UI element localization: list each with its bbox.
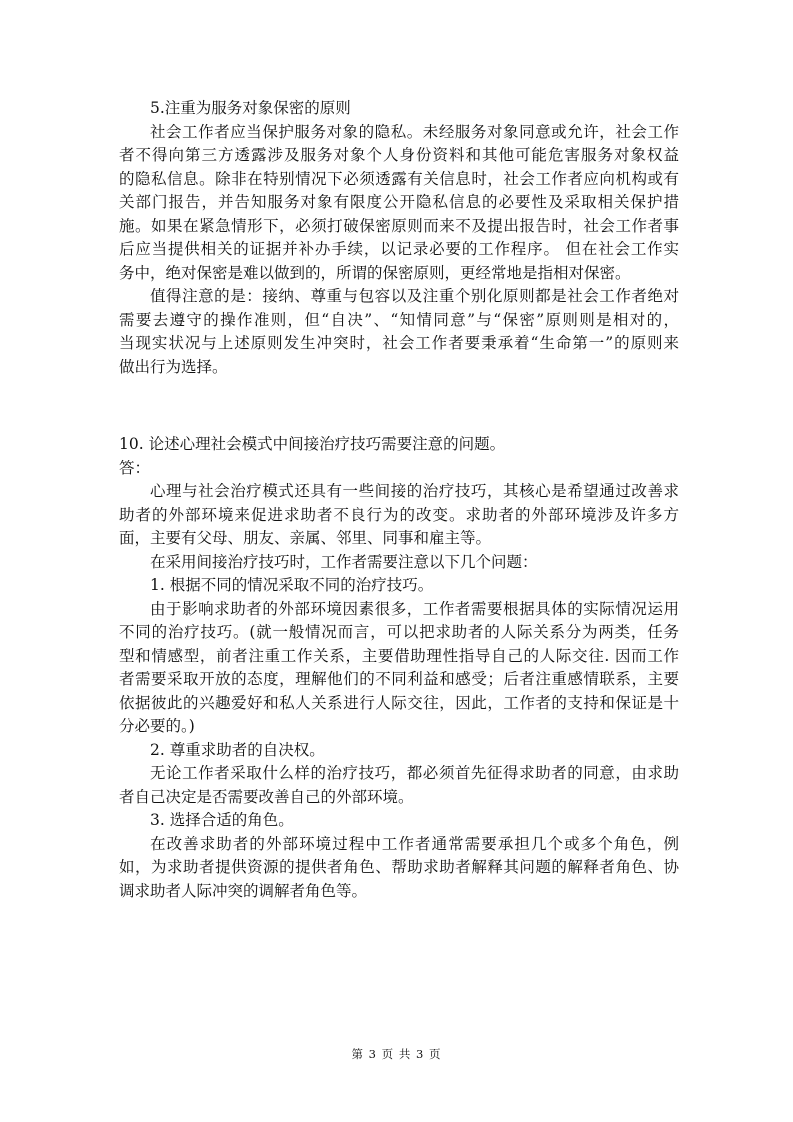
page-footer: 第 3 页 共 3 页: [351, 1047, 442, 1061]
paragraph-line: 务中，绝对保密是难以做到的，所谓的保密原则，更经常地是指相对保密。: [119, 263, 631, 282]
paragraph-line: 者需要采取开放的态度，理解他们的不同利益和感受；后者注重感情联系，主要: [119, 670, 679, 688]
paragraph-line: 后应当提供相关的证据并补办手续，以记录必要的工作程序。 但在社会工作实: [119, 240, 679, 258]
paragraph-line: 调求助者人际冲突的调解者角色等。: [119, 881, 368, 900]
paragraph-line: 在改善求助者的外部环境过程中工作者通常需要承担几个或多个角色，例: [150, 834, 679, 853]
answer-label: 答：: [119, 458, 151, 477]
point-1-body: [119, 598, 679, 739]
question-10-title: 10. 论述心理社会模式中间接治疗技巧需要注意的问题。: [119, 435, 506, 453]
paragraph-line: 分必要的。): [119, 717, 195, 735]
point-2-heading: 2. 尊重求助者的自决权。: [150, 740, 325, 759]
paragraph-line: 施。如果在紧急情形下，必须打破保密原则而来不及提出报告时，社会工作者事: [119, 216, 679, 235]
paragraph-line: 无论工作者采取什么样的治疗技巧，都必须首先征得求助者的同意，由求助: [150, 764, 679, 782]
document-body: [119, 97, 679, 903]
paragraph-line: 值得注意的是：接纳、尊重与包容以及注重个别化原则都是社会工作者绝对: [150, 287, 679, 305]
paragraph-line: 关部门报告，并告知服务对象有限度公开隐私信息的必要性及采取相关保护措: [119, 193, 679, 211]
paragraph-line: 做出行为选择。: [119, 357, 228, 376]
point-2-body: [119, 762, 679, 809]
paragraph-line: 需要去遵守的操作准则，但“自决”、“知情同意”与“保密”原则则是相对的，: [119, 310, 679, 329]
point-1-heading: 1. 根据不同的情况采取不同的治疗技巧。: [150, 576, 434, 594]
paragraph-line: 不同的治疗技巧。(就一般情况而言，可以把求助者的人际关系分为两类，任务: [119, 623, 679, 641]
answer-intro-paragraph: [119, 480, 679, 551]
paragraph-line: 心理与社会治疗模式还具有一些间接的治疗技巧，其核心是希望通过改善求: [150, 482, 679, 500]
paragraph-line: 助者的外部环境来促进求助者不良行为的改变。求助者的外部环境涉及许多方: [119, 505, 679, 524]
paragraph-line: 面，主要有父母、朋友、亲属、邻里、同事和雇主等。: [119, 529, 492, 547]
confidentiality-paragraph: [119, 121, 679, 286]
paragraph-line: 如，为求助者提供资源的提供者角色、帮助求助者解释其问题的解释者角色、协: [119, 858, 679, 876]
section-gap: [119, 379, 679, 433]
note-paragraph: [119, 285, 679, 379]
answer-lead: 在采用间接治疗技巧时，工作者需要注意以下几个问题：: [150, 552, 538, 571]
point-3-body: [119, 833, 679, 904]
paragraph-line: 者不得向第三方透露涉及服务对象个人身份资料和其他可能危害服务对象权益: [119, 146, 679, 164]
paragraph-line: 由于影响求助者的外部环境因素很多，工作者需要根据具体的实际情况运用: [150, 599, 679, 618]
point-3-heading: 3. 选择合适的角色。: [150, 811, 294, 829]
paragraph-line: 的隐私信息。除非在特别情况下必须透露有关信息时，社会工作者应向机构或有: [119, 169, 679, 188]
paragraph-line: 者自己决定是否需要改善自己的外部环境。: [119, 787, 414, 806]
paragraph-line: 依据彼此的兴趣爱好和私人关系进行人际交往，因此，工作者的支持和保证是十: [119, 693, 679, 712]
paragraph-line: 当现实状况与上述原则发生冲突时，社会工作者要秉承着“生命第一”的原则来: [119, 334, 679, 352]
paragraph-line: 社会工作者应当保护服务对象的隐私。未经服务对象同意或允许，社会工作: [150, 122, 679, 141]
paragraph-line: 型和情感型，前者注重工作关系，主要借助理性指导自己的人际交往. 因而工作: [119, 646, 679, 665]
section-5-heading: 5.注重为服务对象保密的原则: [150, 99, 351, 117]
